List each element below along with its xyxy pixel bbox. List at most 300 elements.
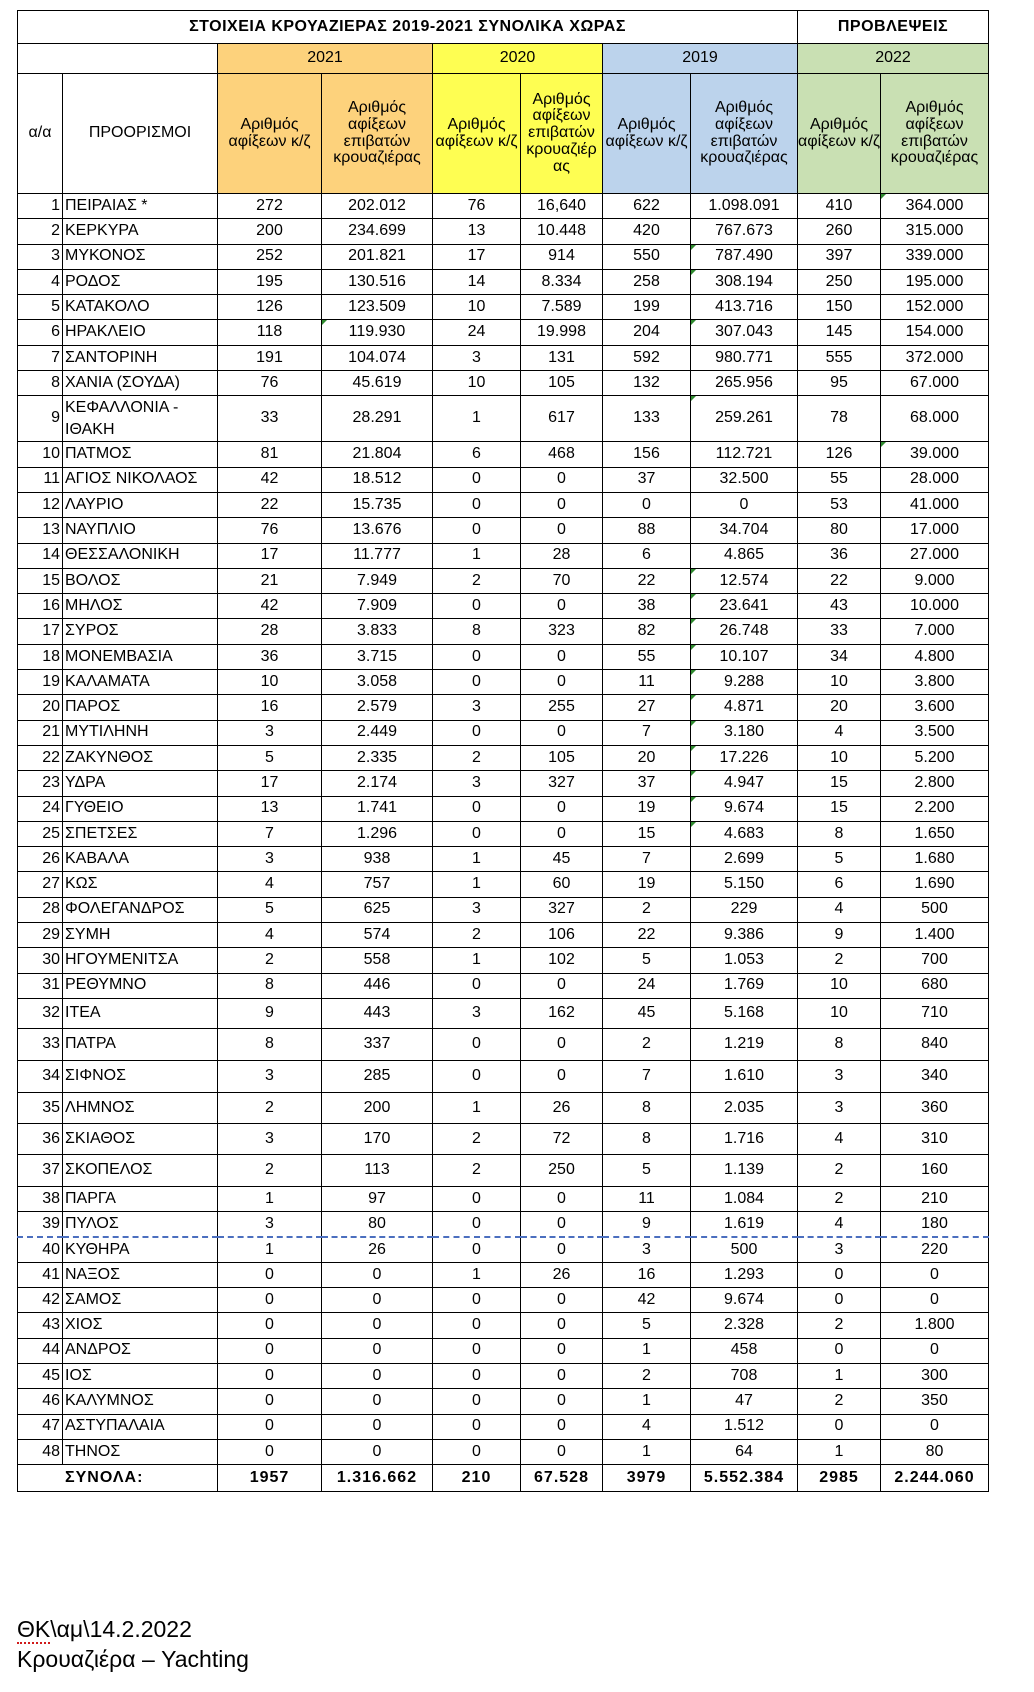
cell-aa: 40 xyxy=(18,1237,63,1262)
forecast-label: ΠΡΟΒΛΕΨΕΙΣ xyxy=(798,11,989,44)
cell-y2019-ships: 38 xyxy=(603,594,691,619)
cell-name: ΚΑΒΑΛΑ xyxy=(63,847,218,872)
cell-aa: 17 xyxy=(18,619,63,644)
cell-y2021-ships: 3 xyxy=(218,720,322,745)
cell-y2020-pax: 8.334 xyxy=(521,269,603,294)
cell-y2019-pax: 1.293 xyxy=(691,1262,798,1287)
cell-y2022-ships: 2 xyxy=(798,1313,881,1338)
table-row xyxy=(18,518,989,543)
cell-y2019-ships: 20 xyxy=(603,745,691,770)
cell-y2020-ships: 3 xyxy=(433,998,521,1028)
cell-y2019-pax: 5.168 xyxy=(691,998,798,1028)
cell-name: ΛΑΥΡΙΟ xyxy=(63,492,218,517)
cell-y2019-pax: 1.139 xyxy=(691,1154,798,1186)
table-title: ΣΤΟΙΧΕΙΑ ΚΡΟΥΑΖΙΕΡΑΣ 2019-2021 ΣΥΝΟΛΙΚΑ ΧΩΡΑΣ xyxy=(18,11,798,44)
cell-y2021-ships: 8 xyxy=(218,1028,322,1060)
cell-y2020-ships: 1 xyxy=(433,396,521,442)
cell-name: ΣΑΜΟΣ xyxy=(63,1288,218,1313)
cell-name: ΠΕΙΡΑΙΑΣ * xyxy=(63,194,218,219)
cell-y2020-ships: 1 xyxy=(433,948,521,973)
cell-aa: 1 xyxy=(18,194,63,219)
cell-y2022-pax: 3.600 xyxy=(881,695,989,720)
cell-y2022-pax: 360 xyxy=(881,1092,989,1123)
cell-y2019-pax: 2.699 xyxy=(691,847,798,872)
cell-y2021-ships: 126 xyxy=(218,295,322,320)
cell-y2019-pax: 9.386 xyxy=(691,923,798,948)
year-2021-header: 2021 xyxy=(218,44,433,74)
cell-aa: 48 xyxy=(18,1439,63,1464)
cell-name: ΚΑΛΥΜΝΟΣ xyxy=(63,1389,218,1414)
cell-y2019-ships: 42 xyxy=(603,1288,691,1313)
cell-aa: 47 xyxy=(18,1414,63,1439)
cell-y2022-ships: 1 xyxy=(798,1363,881,1388)
cell-y2022-pax: 180 xyxy=(881,1212,989,1237)
cell-y2022-ships: 8 xyxy=(798,1028,881,1060)
cell-y2019-ships: 19 xyxy=(603,872,691,897)
cell-y2020-pax: 0 xyxy=(521,467,603,492)
cell-y2020-pax: 19.998 xyxy=(521,320,603,345)
cell-y2019-ships: 7 xyxy=(603,720,691,745)
cell-y2020-pax: 16,640 xyxy=(521,194,603,219)
table-row xyxy=(18,1439,989,1464)
cell-name: ΚΥΘΗΡΑ xyxy=(63,1237,218,1262)
cell-y2020-ships: 2 xyxy=(433,745,521,770)
cell-y2022-ships: 15 xyxy=(798,796,881,821)
cell-y2019-pax: 2.035 xyxy=(691,1092,798,1123)
table-row xyxy=(18,1186,989,1211)
cell-y2021-pax: 938 xyxy=(322,847,433,872)
cell-y2019-pax: 1.053 xyxy=(691,948,798,973)
cell-y2022-ships: 250 xyxy=(798,269,881,294)
cell-name: ΜΗΛΟΣ xyxy=(63,594,218,619)
cell-y2019-pax: 112.721 xyxy=(691,442,798,467)
cell-y2020-pax: 10.448 xyxy=(521,219,603,244)
cell-y2021-pax: 123.509 xyxy=(322,295,433,320)
cell-name: ΣΙΦΝΟΣ xyxy=(63,1060,218,1092)
table-row xyxy=(18,923,989,948)
y2022-ships-header: Αριθμός αφίξεων κ/ζ xyxy=(798,74,881,194)
cell-y2021-pax: 2.579 xyxy=(322,695,433,720)
table-row xyxy=(18,1028,989,1060)
cell-name: ΧΙΟΣ xyxy=(63,1313,218,1338)
cell-y2020-ships: 0 xyxy=(433,594,521,619)
cell-y2019-ships: 7 xyxy=(603,847,691,872)
cell-y2022-ships: 4 xyxy=(798,1123,881,1154)
cell-y2021-ships: 0 xyxy=(218,1262,322,1287)
cell-name: ΠΑΡΓΑ xyxy=(63,1186,218,1211)
cell-y2022-ships: 10 xyxy=(798,745,881,770)
totals-row xyxy=(18,1465,989,1492)
cell-y2022-ships: 2 xyxy=(798,948,881,973)
cell-y2020-ships: 6 xyxy=(433,442,521,467)
cell-y2019-pax: 4.947 xyxy=(691,771,798,796)
table-row xyxy=(18,872,989,897)
cell-y2021-ships: 13 xyxy=(218,796,322,821)
cell-y2019-pax: 4.683 xyxy=(691,821,798,846)
cell-y2020-ships: 24 xyxy=(433,320,521,345)
cell-y2021-ships: 200 xyxy=(218,219,322,244)
cell-y2022-ships: 34 xyxy=(798,644,881,669)
table-row xyxy=(18,1363,989,1388)
cell-aa: 32 xyxy=(18,998,63,1028)
total-y2020-pax: 67.528 xyxy=(521,1465,603,1492)
cell-y2020-ships: 3 xyxy=(433,771,521,796)
table-row xyxy=(18,1338,989,1363)
total-y2021-pax: 1.316.662 xyxy=(322,1465,433,1492)
cell-y2020-pax: 0 xyxy=(521,594,603,619)
cell-aa: 6 xyxy=(18,320,63,345)
table-row xyxy=(18,244,989,269)
cell-y2020-pax: 0 xyxy=(521,644,603,669)
cell-aa: 21 xyxy=(18,720,63,745)
cell-y2021-ships: 81 xyxy=(218,442,322,467)
cell-y2021-pax: 11.777 xyxy=(322,543,433,568)
cell-y2020-ships: 0 xyxy=(433,796,521,821)
cell-y2019-pax: 47 xyxy=(691,1389,798,1414)
cell-aa: 25 xyxy=(18,821,63,846)
cell-y2021-pax: 2.335 xyxy=(322,745,433,770)
cell-y2020-pax: 255 xyxy=(521,695,603,720)
cell-y2020-ships: 3 xyxy=(433,695,521,720)
cell-y2019-pax: 1.084 xyxy=(691,1186,798,1211)
cell-y2019-ships: 156 xyxy=(603,442,691,467)
cell-y2019-ships: 55 xyxy=(603,644,691,669)
total-y2019-ships: 3979 xyxy=(603,1465,691,1492)
cell-y2021-ships: 0 xyxy=(218,1313,322,1338)
cell-y2019-pax: 32.500 xyxy=(691,467,798,492)
cell-y2021-ships: 3 xyxy=(218,1123,322,1154)
cell-y2019-ships: 27 xyxy=(603,695,691,720)
cell-y2021-ships: 191 xyxy=(218,345,322,370)
cell-name: ΡΟΔΟΣ xyxy=(63,269,218,294)
cell-y2021-pax: 1.741 xyxy=(322,796,433,821)
cell-y2020-ships: 1 xyxy=(433,872,521,897)
cell-y2020-ships: 0 xyxy=(433,1363,521,1388)
cell-aa: 37 xyxy=(18,1154,63,1186)
cell-y2020-ships: 0 xyxy=(433,644,521,669)
cell-y2022-pax: 1.400 xyxy=(881,923,989,948)
cell-y2020-ships: 1 xyxy=(433,1262,521,1287)
cell-y2021-ships: 21 xyxy=(218,568,322,593)
cell-y2022-ships: 260 xyxy=(798,219,881,244)
cell-y2020-pax: 106 xyxy=(521,923,603,948)
cell-y2020-ships: 2 xyxy=(433,923,521,948)
y2020-pax-header: Αριθμός αφίξεων επιβατών κρουαζιέρ ας xyxy=(521,74,603,194)
cell-y2020-ships: 0 xyxy=(433,1414,521,1439)
cell-y2019-pax: 23.641 xyxy=(691,594,798,619)
cell-y2020-ships: 8 xyxy=(433,619,521,644)
table-row xyxy=(18,771,989,796)
cell-y2021-ships: 28 xyxy=(218,619,322,644)
cell-y2022-ships: 555 xyxy=(798,345,881,370)
cell-y2019-pax: 708 xyxy=(691,1363,798,1388)
cell-y2022-ships: 55 xyxy=(798,467,881,492)
cell-y2019-ships: 132 xyxy=(603,371,691,396)
cell-y2020-pax: 0 xyxy=(521,1186,603,1211)
cell-y2022-ships: 78 xyxy=(798,396,881,442)
cell-y2021-pax: 7.909 xyxy=(322,594,433,619)
cell-y2021-ships: 4 xyxy=(218,923,322,948)
cell-y2019-pax: 259.261 xyxy=(691,396,798,442)
cell-y2021-ships: 0 xyxy=(218,1338,322,1363)
cell-name: ΣΠΕΤΣΕΣ xyxy=(63,821,218,846)
cell-y2020-pax: 7.589 xyxy=(521,295,603,320)
cell-y2019-pax: 229 xyxy=(691,897,798,922)
cell-y2019-pax: 1.098.091 xyxy=(691,194,798,219)
cell-y2021-ships: 3 xyxy=(218,1060,322,1092)
cell-y2022-ships: 9 xyxy=(798,923,881,948)
cell-y2021-pax: 3.833 xyxy=(322,619,433,644)
cell-y2019-ships: 2 xyxy=(603,1363,691,1388)
cell-y2021-pax: 0 xyxy=(322,1288,433,1313)
cell-y2019-ships: 622 xyxy=(603,194,691,219)
cell-y2021-pax: 234.699 xyxy=(322,219,433,244)
cell-y2020-pax: 0 xyxy=(521,518,603,543)
cell-y2020-ships: 0 xyxy=(433,1028,521,1060)
cell-y2022-ships: 397 xyxy=(798,244,881,269)
cell-name: ΚΑΛΑΜΑΤΑ xyxy=(63,670,218,695)
cell-name: ΣΚΙΑΘΟΣ xyxy=(63,1123,218,1154)
cell-y2019-pax: 1.610 xyxy=(691,1060,798,1092)
cell-y2020-ships: 0 xyxy=(433,821,521,846)
table-row xyxy=(18,847,989,872)
cell-y2022-ships: 2 xyxy=(798,1389,881,1414)
cell-name: ΗΓΟΥΜΕΝΙΤΣΑ xyxy=(63,948,218,973)
table-row xyxy=(18,492,989,517)
cell-y2020-pax: 0 xyxy=(521,1212,603,1237)
table-row xyxy=(18,1414,989,1439)
cell-y2019-pax: 787.490 xyxy=(691,244,798,269)
cell-name: ΠΑΤΜΟΣ xyxy=(63,442,218,467)
cell-y2020-pax: 0 xyxy=(521,821,603,846)
table-row xyxy=(18,1237,989,1262)
cell-y2020-pax: 70 xyxy=(521,568,603,593)
cell-y2019-ships: 15 xyxy=(603,821,691,846)
cell-y2019-ships: 2 xyxy=(603,897,691,922)
cell-aa: 24 xyxy=(18,796,63,821)
cell-y2022-ships: 4 xyxy=(798,720,881,745)
cell-y2020-ships: 17 xyxy=(433,244,521,269)
cell-y2019-ships: 19 xyxy=(603,796,691,821)
cell-y2021-ships: 272 xyxy=(218,194,322,219)
y2021-pax-header: Αριθμός αφίξεων επιβατών κρουαζιέρας xyxy=(322,74,433,194)
cell-y2022-ships: 36 xyxy=(798,543,881,568)
cell-y2021-pax: 45.619 xyxy=(322,371,433,396)
cell-y2021-ships: 118 xyxy=(218,320,322,345)
cell-y2019-ships: 199 xyxy=(603,295,691,320)
cell-y2020-pax: 250 xyxy=(521,1154,603,1186)
cell-y2020-ships: 0 xyxy=(433,1313,521,1338)
cell-y2019-pax: 4.865 xyxy=(691,543,798,568)
cell-y2021-ships: 17 xyxy=(218,543,322,568)
cell-aa: 35 xyxy=(18,1092,63,1123)
cell-y2020-ships: 14 xyxy=(433,269,521,294)
table-row xyxy=(18,345,989,370)
cell-y2019-ships: 5 xyxy=(603,948,691,973)
cell-aa: 33 xyxy=(18,1028,63,1060)
cell-y2019-pax: 1.512 xyxy=(691,1414,798,1439)
cell-y2020-pax: 0 xyxy=(521,796,603,821)
cell-y2021-pax: 201.821 xyxy=(322,244,433,269)
cell-y2021-pax: 97 xyxy=(322,1186,433,1211)
cell-y2020-pax: 0 xyxy=(521,1060,603,1092)
cell-y2020-ships: 1 xyxy=(433,543,521,568)
cell-y2021-pax: 0 xyxy=(322,1414,433,1439)
reference-line xyxy=(17,1614,249,1644)
table-row xyxy=(18,720,989,745)
cell-name: ΗΡΑΚΛΕΙΟ xyxy=(63,320,218,345)
cell-name: ΣΥΜΗ xyxy=(63,923,218,948)
cell-aa: 36 xyxy=(18,1123,63,1154)
cell-y2022-pax: 700 xyxy=(881,948,989,973)
cell-aa: 31 xyxy=(18,973,63,998)
table-row xyxy=(18,219,989,244)
cell-y2019-ships: 3 xyxy=(603,1237,691,1262)
table-row xyxy=(18,745,989,770)
table-row xyxy=(18,1262,989,1287)
cell-y2021-ships: 10 xyxy=(218,670,322,695)
cell-y2020-pax: 327 xyxy=(521,771,603,796)
cell-y2020-pax: 323 xyxy=(521,619,603,644)
table-row xyxy=(18,295,989,320)
cell-y2021-pax: 574 xyxy=(322,923,433,948)
cell-y2019-ships: 24 xyxy=(603,973,691,998)
cell-y2021-pax: 3.715 xyxy=(322,644,433,669)
cell-name: ΦΟΛΕΓΑΝΔΡΟΣ xyxy=(63,897,218,922)
cell-y2020-ships: 0 xyxy=(433,518,521,543)
cell-y2021-ships: 3 xyxy=(218,1212,322,1237)
table-row xyxy=(18,194,989,219)
cell-aa: 16 xyxy=(18,594,63,619)
cell-y2020-pax: 131 xyxy=(521,345,603,370)
cell-y2021-pax: 3.058 xyxy=(322,670,433,695)
cell-aa: 13 xyxy=(18,518,63,543)
cell-y2021-pax: 337 xyxy=(322,1028,433,1060)
cell-y2019-ships: 550 xyxy=(603,244,691,269)
cell-y2022-pax: 67.000 xyxy=(881,371,989,396)
cell-y2020-pax: 327 xyxy=(521,897,603,922)
cell-aa: 27 xyxy=(18,872,63,897)
cell-y2019-pax: 3.180 xyxy=(691,720,798,745)
cell-y2020-ships: 0 xyxy=(433,1060,521,1092)
cell-y2020-pax: 0 xyxy=(521,1028,603,1060)
cell-y2021-ships: 2 xyxy=(218,948,322,973)
cell-y2022-ships: 2 xyxy=(798,1186,881,1211)
cell-aa: 29 xyxy=(18,923,63,948)
cell-y2021-ships: 8 xyxy=(218,973,322,998)
total-y2020-ships: 210 xyxy=(433,1465,521,1492)
cell-name: ΙΤΕΑ xyxy=(63,998,218,1028)
cell-y2020-ships: 0 xyxy=(433,1338,521,1363)
cell-y2019-pax: 64 xyxy=(691,1439,798,1464)
cell-y2022-pax: 27.000 xyxy=(881,543,989,568)
cell-y2020-pax: 0 xyxy=(521,492,603,517)
cell-y2022-pax: 840 xyxy=(881,1028,989,1060)
cell-y2020-pax: 0 xyxy=(521,1414,603,1439)
cell-y2021-ships: 4 xyxy=(218,872,322,897)
table-row xyxy=(18,442,989,467)
cell-y2022-ships: 20 xyxy=(798,695,881,720)
table-row xyxy=(18,948,989,973)
cell-y2022-ships: 4 xyxy=(798,897,881,922)
cell-y2022-ships: 53 xyxy=(798,492,881,517)
cell-aa: 20 xyxy=(18,695,63,720)
cell-y2022-pax: 17.000 xyxy=(881,518,989,543)
cell-y2019-pax: 10.107 xyxy=(691,644,798,669)
table-row xyxy=(18,1123,989,1154)
cell-y2019-ships: 1 xyxy=(603,1439,691,1464)
cell-y2022-pax: 0 xyxy=(881,1288,989,1313)
cell-y2021-ships: 36 xyxy=(218,644,322,669)
cell-y2019-pax: 9.288 xyxy=(691,670,798,695)
cell-y2019-pax: 2.328 xyxy=(691,1313,798,1338)
cell-name: ΑΝΔΡΟΣ xyxy=(63,1338,218,1363)
cell-y2022-ships: 150 xyxy=(798,295,881,320)
cell-aa: 44 xyxy=(18,1338,63,1363)
cell-y2020-ships: 0 xyxy=(433,1186,521,1211)
cell-y2022-pax: 350 xyxy=(881,1389,989,1414)
cell-aa: 10 xyxy=(18,442,63,467)
cell-y2021-pax: 202.012 xyxy=(322,194,433,219)
cell-y2019-ships: 6 xyxy=(603,543,691,568)
cell-y2020-ships: 3 xyxy=(433,897,521,922)
cell-aa: 42 xyxy=(18,1288,63,1313)
cell-y2021-ships: 76 xyxy=(218,371,322,396)
aa-header: α/α xyxy=(18,74,63,194)
cell-y2021-ships: 5 xyxy=(218,745,322,770)
cell-y2022-ships: 2 xyxy=(798,1154,881,1186)
year-2020-header: 2020 xyxy=(433,44,603,74)
cell-name: ΤΗΝΟΣ xyxy=(63,1439,218,1464)
cell-y2022-ships: 3 xyxy=(798,1092,881,1123)
cell-y2022-ships: 10 xyxy=(798,973,881,998)
table-row xyxy=(18,998,989,1028)
cell-name: ΚΑΤΑΚΟΛΟ xyxy=(63,295,218,320)
cell-y2021-pax: 80 xyxy=(322,1212,433,1237)
cell-y2021-pax: 2.449 xyxy=(322,720,433,745)
cell-y2022-pax: 3.500 xyxy=(881,720,989,745)
cell-name: ΜΥΤΙΛΗΝΗ xyxy=(63,720,218,745)
cell-y2021-pax: 21.804 xyxy=(322,442,433,467)
cell-y2022-ships: 0 xyxy=(798,1414,881,1439)
cell-y2019-ships: 1 xyxy=(603,1389,691,1414)
cell-name: ΚΕΦΑΛΛΟΝΙΑ - ΙΘΑΚΗ xyxy=(63,396,218,442)
table-row xyxy=(18,1154,989,1186)
cell-y2020-pax: 60 xyxy=(521,872,603,897)
cell-y2020-ships: 76 xyxy=(433,194,521,219)
cell-y2019-ships: 5 xyxy=(603,1313,691,1338)
cell-y2022-pax: 195.000 xyxy=(881,269,989,294)
cell-name: ΑΣΤΥΠΑΛΑΙΑ xyxy=(63,1414,218,1439)
cell-aa: 19 xyxy=(18,670,63,695)
cell-y2022-ships: 15 xyxy=(798,771,881,796)
cell-y2022-pax: 10.000 xyxy=(881,594,989,619)
cell-y2020-pax: 26 xyxy=(521,1092,603,1123)
cell-y2022-pax: 372.000 xyxy=(881,345,989,370)
cell-y2022-ships: 33 xyxy=(798,619,881,644)
cell-y2022-pax: 2.800 xyxy=(881,771,989,796)
cell-y2021-ships: 3 xyxy=(218,847,322,872)
cell-y2022-pax: 0 xyxy=(881,1262,989,1287)
table-row xyxy=(18,973,989,998)
cell-aa: 22 xyxy=(18,745,63,770)
cell-aa: 11 xyxy=(18,467,63,492)
cell-y2021-pax: 113 xyxy=(322,1154,433,1186)
cell-y2019-pax: 307.043 xyxy=(691,320,798,345)
table-row xyxy=(18,695,989,720)
table-row xyxy=(18,619,989,644)
cell-y2021-pax: 0 xyxy=(322,1313,433,1338)
